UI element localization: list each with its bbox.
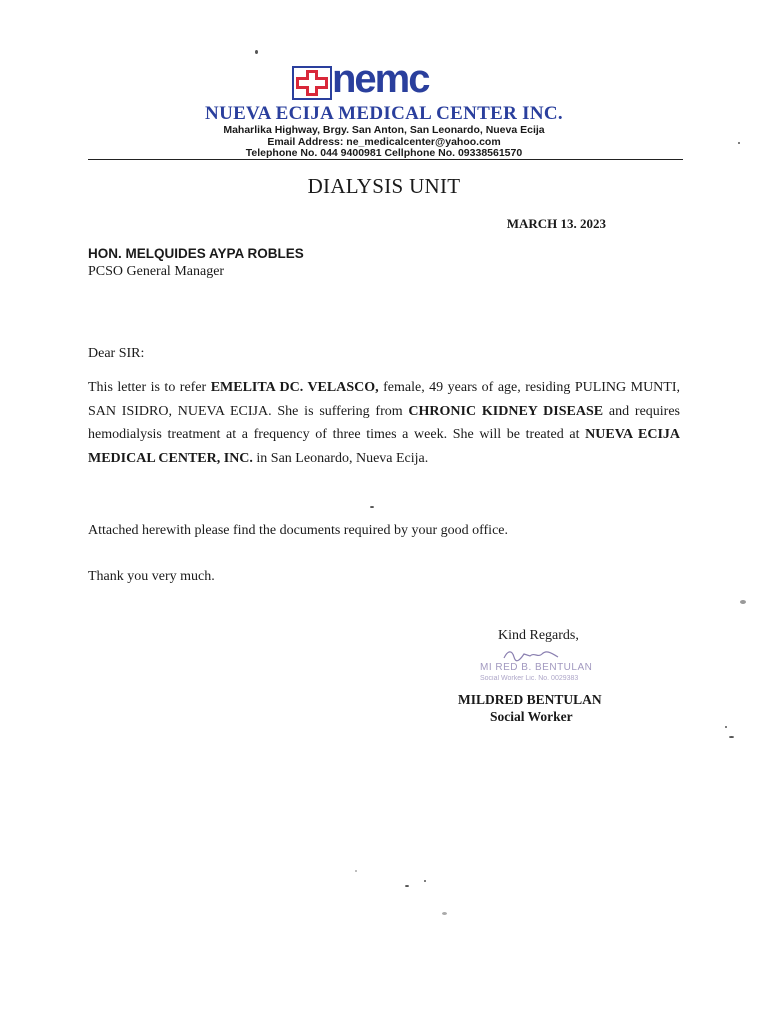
- letter-date: MARCH 13. 2023: [506, 216, 606, 231]
- attachment-note: Attached herewith please find the documents required by your good office.: [88, 523, 508, 538]
- handwritten-signature-icon: [502, 648, 562, 662]
- stamp-license: Social Worker Lic. No. 0029383: [480, 675, 579, 682]
- diagnosis: CHRONIC KIDNEY DISEASE: [408, 403, 604, 419]
- scan-speck: [729, 736, 734, 738]
- body-text: in San Leonardo, Nueva Ecija.: [252, 450, 429, 466]
- logo-wordmark: nemc: [332, 57, 429, 101]
- body-text: This letter is to refer: [88, 380, 211, 395]
- scan-speck: [424, 880, 426, 882]
- scan-speck: [255, 50, 258, 54]
- recipient-name: HON. MELQUIDES AYPA ROBLES: [88, 246, 304, 261]
- letterhead-divider: [88, 159, 683, 160]
- address-line: Maharlika Highway, Brgy. San Anton, San Leonardo, Nueva Ecija: [223, 124, 545, 136]
- unit-title: DIALYSIS UNIT: [307, 174, 461, 198]
- signer-name: MILDRED BENTULAN: [458, 692, 602, 707]
- patient-name: EMELITA DC. VELASCO,: [210, 380, 379, 395]
- body-text: female, 49 years of age, residing PULING MUNTI, SAN ISIDRO, NUEVA ECIJA. She is suffering from: [88, 380, 681, 419]
- thanks-line: Thank you very much.: [88, 569, 215, 584]
- salutation: Dear SIR:: [88, 346, 145, 361]
- closing: Kind Regards,: [498, 628, 579, 643]
- scan-speck: [355, 870, 357, 872]
- signature-stamp: [478, 648, 598, 688]
- organization-name: NUEVA ECIJA MEDICAL CENTER INC.: [205, 103, 563, 124]
- signer-role: Social Worker: [490, 709, 573, 724]
- stamp-name: MI RED B. BENTULAN: [480, 662, 593, 673]
- recipient-title: PCSO General Manager: [88, 264, 225, 279]
- scan-speck: [370, 506, 374, 508]
- scan-speck: [740, 600, 746, 604]
- medical-cross-icon: [292, 66, 332, 100]
- scan-speck: [738, 142, 740, 144]
- body-text: and requires hemodialysis treatment at a frequency of three times a week. She will be treated at: [88, 403, 680, 442]
- scan-speck: [405, 885, 409, 887]
- phone-line: Telephone No. 044 9400981 Cellphone No. 09338561570: [245, 147, 523, 159]
- body-paragraph: [88, 376, 680, 470]
- company-logo: [292, 57, 472, 101]
- facility-name: NUEVA ECIJA MEDICAL CENTER, INC.: [88, 427, 680, 466]
- scan-speck: [725, 726, 727, 728]
- email-line: Email Address: ne_medicalcenter@yahoo.com: [267, 136, 501, 148]
- scan-speck: [442, 912, 447, 915]
